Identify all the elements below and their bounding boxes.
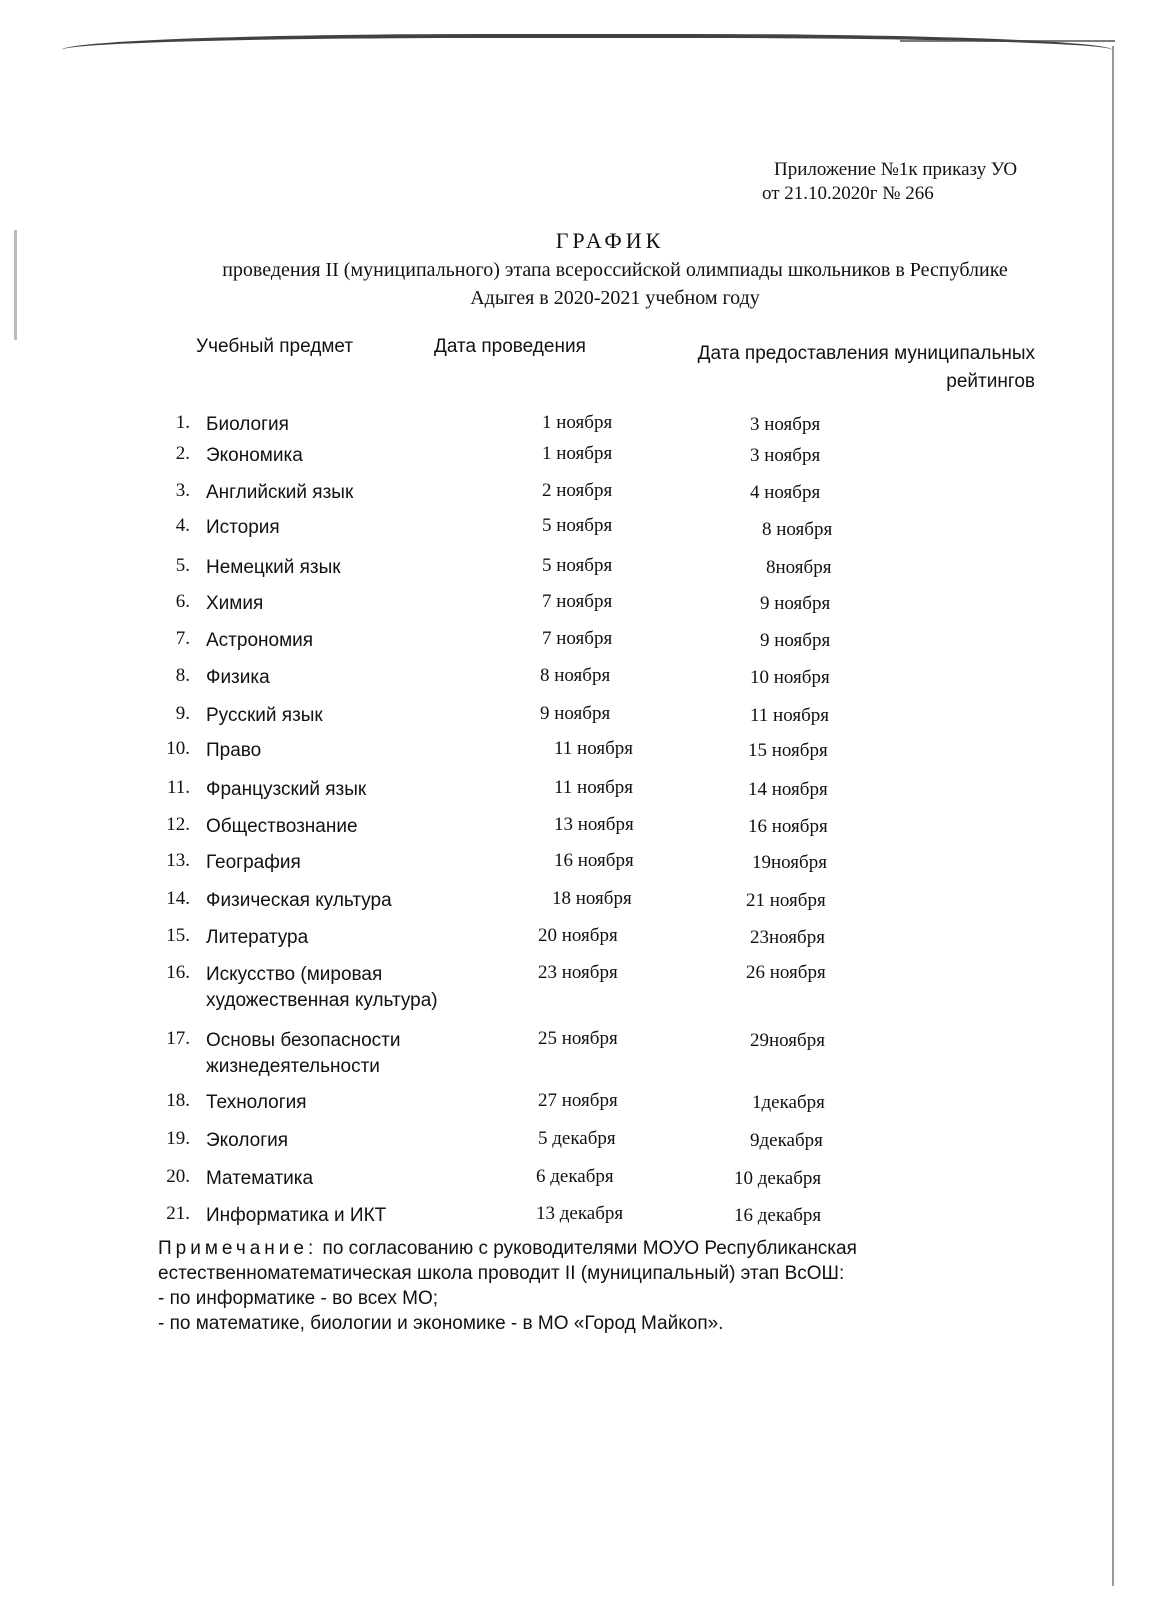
- row-number: 16.: [166, 962, 190, 983]
- row-number: 7.: [175, 628, 190, 649]
- row-date: 11 ноября: [554, 777, 633, 798]
- note-item: - по информатике - во всех МО;: [158, 1288, 439, 1309]
- row-subject: Технология: [206, 1092, 307, 1113]
- row-subject: История: [206, 517, 280, 538]
- row-subject: Химия: [206, 593, 264, 614]
- row-date: 7 ноября: [542, 591, 613, 612]
- row-date: 20 ноября: [538, 925, 618, 946]
- row-date: 18 ноября: [552, 888, 632, 909]
- row-rating-date: 8ноября: [766, 557, 832, 578]
- row-number: 10.: [166, 738, 190, 759]
- column-header-rating-date: Дата предоставления муниципальных рейтингов: [697, 343, 1035, 392]
- row-subject: Литература: [206, 927, 309, 948]
- row-date: 13 декабря: [536, 1203, 624, 1224]
- row-subject: Экология: [206, 1130, 289, 1151]
- row-rating-date: 19ноября: [752, 852, 827, 873]
- row-rating-date: 29ноября: [750, 1030, 825, 1051]
- row-date: 25 ноября: [538, 1028, 618, 1049]
- scan-page-edge-secondary: [900, 40, 1115, 52]
- row-number: 18.: [166, 1090, 190, 1111]
- row-date: 13 ноября: [554, 814, 634, 835]
- row-rating-date: 10 ноября: [750, 667, 830, 688]
- row-number: 15.: [166, 925, 190, 946]
- document-subtitle: проведения II (муниципального) этапа всероссийской олимпиады школьников в Республике Адыгея в 2020-2021 учебном году: [222, 259, 1008, 309]
- row-rating-date: 8 ноября: [762, 519, 833, 540]
- row-date: 5 ноября: [542, 515, 613, 536]
- row-subject: Право: [206, 740, 262, 761]
- row-number: 5.: [175, 555, 190, 576]
- row-number: 9.: [175, 703, 190, 724]
- row-rating-date: 14 ноября: [748, 779, 828, 800]
- row-subject: Физика: [206, 667, 270, 688]
- row-rating-date: 16 декабря: [734, 1205, 822, 1226]
- row-rating-date: 21 ноября: [746, 890, 826, 911]
- row-subject: Физическая культура: [206, 890, 392, 911]
- row-date: 5 ноября: [542, 555, 613, 576]
- row-subject: Астрономия: [206, 630, 314, 651]
- row-date: 16 ноября: [554, 850, 634, 871]
- column-header-date: Дата проведения: [434, 336, 586, 357]
- row-date: 5 декабря: [538, 1128, 616, 1149]
- row-subject: Английский язык: [206, 482, 354, 503]
- row-number: 14.: [166, 888, 190, 909]
- appendix-line-2: от 21.10.2020г № 266: [762, 183, 934, 204]
- row-rating-date: 26 ноября: [746, 962, 826, 983]
- note-block: [158, 1236, 858, 1336]
- row-date: 1 ноября: [542, 443, 613, 464]
- row-number: 12.: [166, 814, 190, 835]
- note-item: - по математике, биологии и экономике - в МО «Город Майкоп».: [158, 1313, 724, 1334]
- row-subject: Информатика и ИКТ: [206, 1205, 387, 1226]
- row-rating-date: 3 ноября: [750, 445, 821, 466]
- note-text: по согласованию с руководителями МОУО Республиканская естественноматематическая школа проводит II (муниципальный) этап ВсОШ:: [158, 1238, 857, 1284]
- row-number: 21.: [166, 1203, 190, 1224]
- row-date: 1 ноября: [542, 412, 613, 433]
- row-rating-date: 4 ноября: [750, 482, 821, 503]
- row-rating-date: 3 ноября: [750, 414, 821, 435]
- row-number: 2.: [175, 443, 190, 464]
- document-title: ГРАФИК: [555, 228, 665, 253]
- row-subject: Искусство (мировая художественная культура): [206, 964, 438, 1011]
- row-number: 17.: [166, 1028, 190, 1049]
- row-number: 13.: [166, 850, 190, 871]
- row-number: 1.: [175, 412, 190, 433]
- row-subject: Математика: [206, 1168, 314, 1189]
- row-number: 20.: [166, 1166, 190, 1187]
- row-date: 9 ноября: [540, 703, 611, 724]
- row-subject: Немецкий язык: [206, 557, 341, 578]
- row-number: 8.: [175, 665, 190, 686]
- column-header-subject: Учебный предмет: [196, 336, 354, 357]
- appendix-line-1: Приложение №1к приказу УО: [774, 159, 1018, 180]
- row-number: 11.: [166, 777, 190, 798]
- row-rating-date: 23ноября: [750, 927, 825, 948]
- row-number: 3.: [175, 480, 190, 501]
- row-subject: Экономика: [206, 445, 303, 466]
- row-date: 7 ноября: [542, 628, 613, 649]
- row-number: 19.: [166, 1128, 190, 1149]
- row-rating-date: 1декабря: [752, 1092, 825, 1113]
- note-label: Примечание:: [158, 1238, 318, 1259]
- row-date: 2 ноября: [542, 480, 613, 501]
- row-rating-date: 9декабря: [750, 1130, 823, 1151]
- row-subject: География: [206, 852, 301, 873]
- row-subject: Обществознание: [206, 816, 358, 837]
- row-subject: Основы безопасности жизнедеятельности: [206, 1030, 401, 1077]
- row-rating-date: 16 ноября: [748, 816, 828, 837]
- row-date: 8 ноября: [540, 665, 611, 686]
- row-rating-date: 11 ноября: [750, 705, 829, 726]
- row-date: 6 декабря: [536, 1166, 614, 1187]
- row-number: 6.: [175, 591, 190, 612]
- row-rating-date: 15 ноября: [748, 740, 828, 761]
- row-number: 4.: [175, 515, 190, 536]
- scan-page-edge-right: [1100, 46, 1114, 1586]
- appendix-reference: [740, 158, 1060, 206]
- row-subject: Русский язык: [206, 705, 323, 726]
- row-date: 27 ноября: [538, 1090, 618, 1111]
- row-date: 11 ноября: [554, 738, 633, 759]
- row-rating-date: 9 ноября: [760, 630, 831, 651]
- row-date: 23 ноября: [538, 962, 618, 983]
- row-subject: Биология: [206, 414, 289, 435]
- row-subject: Французский язык: [206, 779, 367, 800]
- row-rating-date: 9 ноября: [760, 593, 831, 614]
- row-rating-date: 10 декабря: [734, 1168, 822, 1189]
